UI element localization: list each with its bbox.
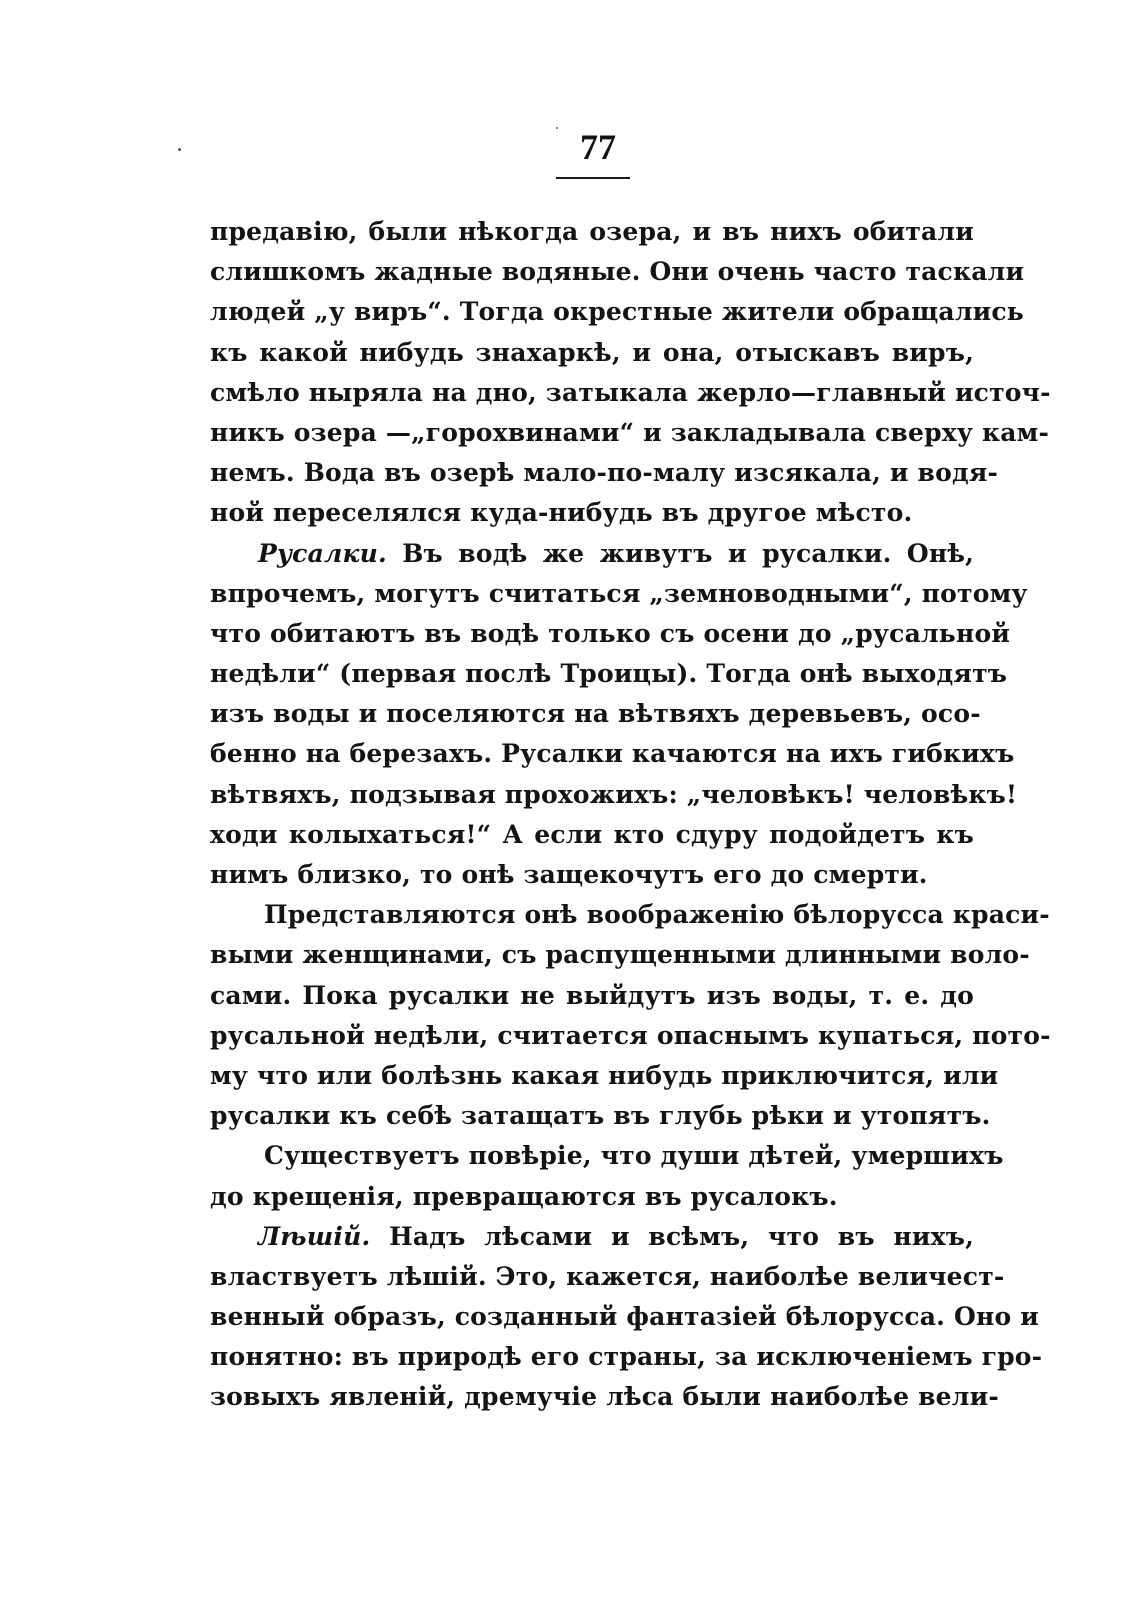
text-line: ной переселялся куда-нибудь въ другое мѣсто. [210, 498, 913, 528]
text-line: зовыхъ явленій, дремучіе лѣса были наиболѣе вели- [210, 1382, 999, 1412]
text-line: Существуетъ повѣріе, что души дѣтей, умершихъ [264, 1141, 1004, 1171]
text-line: до крещенія, превращаются въ русалокъ. [210, 1181, 838, 1211]
body-text [210, 212, 1051, 1418]
text-line: смѣло ныряла на дно, затыкала жерло—главный источ- [210, 377, 1051, 407]
text-line: слишкомъ жадные водяные. Они очень часто таскали [210, 257, 1025, 287]
text-line [210, 1217, 974, 1257]
text-line: понятно: въ природѣ его страны, за исключеніемъ гро- [210, 1342, 1043, 1372]
text-line: впрочемъ, могутъ считаться „земноводными“, потому [210, 578, 1028, 608]
text-line: бенно на березахъ. Русалки качаются на ихъ гибкихъ [210, 739, 1015, 769]
text-line [210, 534, 974, 574]
text-line: му что или болѣзнь какая нибудь приключится, или [210, 1060, 999, 1090]
text-line: что обитаютъ въ водѣ только съ осени до „русальной [210, 618, 1011, 648]
text-line: русальной недѣли, считается опаснымъ купаться, пото- [210, 1020, 1051, 1050]
text-line: Представляются онѣ воображенію бѣлорусса краси- [264, 900, 1050, 930]
text-line: людей „у виръ“. Тогда окрестные жители обращались [210, 297, 1024, 327]
text-line-rest: Въ водѣ же живутъ и русалки. Онѣ, [386, 538, 974, 568]
page-number-rule [556, 177, 630, 179]
text-line: сами. Пока русалки не выйдутъ изъ воды, т. е. до [210, 980, 974, 1010]
text-line: предавію, были нѣкогда озера, и въ нихъ обитали [210, 217, 974, 246]
text-line: никъ озера —„горохвинами“ и закладывала сверху кам- [210, 417, 1050, 447]
section-lead-rusalki: Русалки. [258, 538, 387, 568]
text-line: изъ воды и поселяются на вѣтвяхъ деревьевъ, осо- [210, 699, 981, 729]
text-line: выми женщинами, съ распущенными длинными воло- [210, 940, 1030, 970]
text-line: властвуетъ лѣшій. Это, кажется, наиболѣе величест- [210, 1261, 1005, 1291]
page-number: 77 [580, 127, 616, 167]
text-line-rest: Надъ лѣсами и всѣмъ, что въ нихъ, [370, 1221, 974, 1251]
text-line: русалки къ себѣ затащатъ въ глубь рѣки и утопятъ. [210, 1101, 991, 1131]
text-line: вѣтвяхъ, подзывая прохожихъ: „человѣкъ! человѣкъ! [210, 779, 1018, 809]
text-line: немъ. Вода въ озерѣ мало-по-малу изсякала, и водя- [210, 458, 999, 488]
text-line: венный образъ, созданный фантазіей бѣлорусса. Оно и [210, 1302, 1039, 1332]
text-line: ходи колыхаться!“ А если кто сдуру подойдетъ къ [210, 819, 974, 849]
text-line: къ какой нибудь знахаркѣ, и она, отыскавъ виръ, [210, 337, 974, 367]
scan-speck [178, 148, 181, 151]
text-line: недѣли“ (первая послѣ Троицы). Тогда онѣ выходятъ [210, 659, 1008, 689]
text-line: нимъ близко, то онѣ защекочутъ его до смерти. [210, 860, 928, 889]
section-lead-leshiy: Лѣшій. [258, 1221, 371, 1251]
